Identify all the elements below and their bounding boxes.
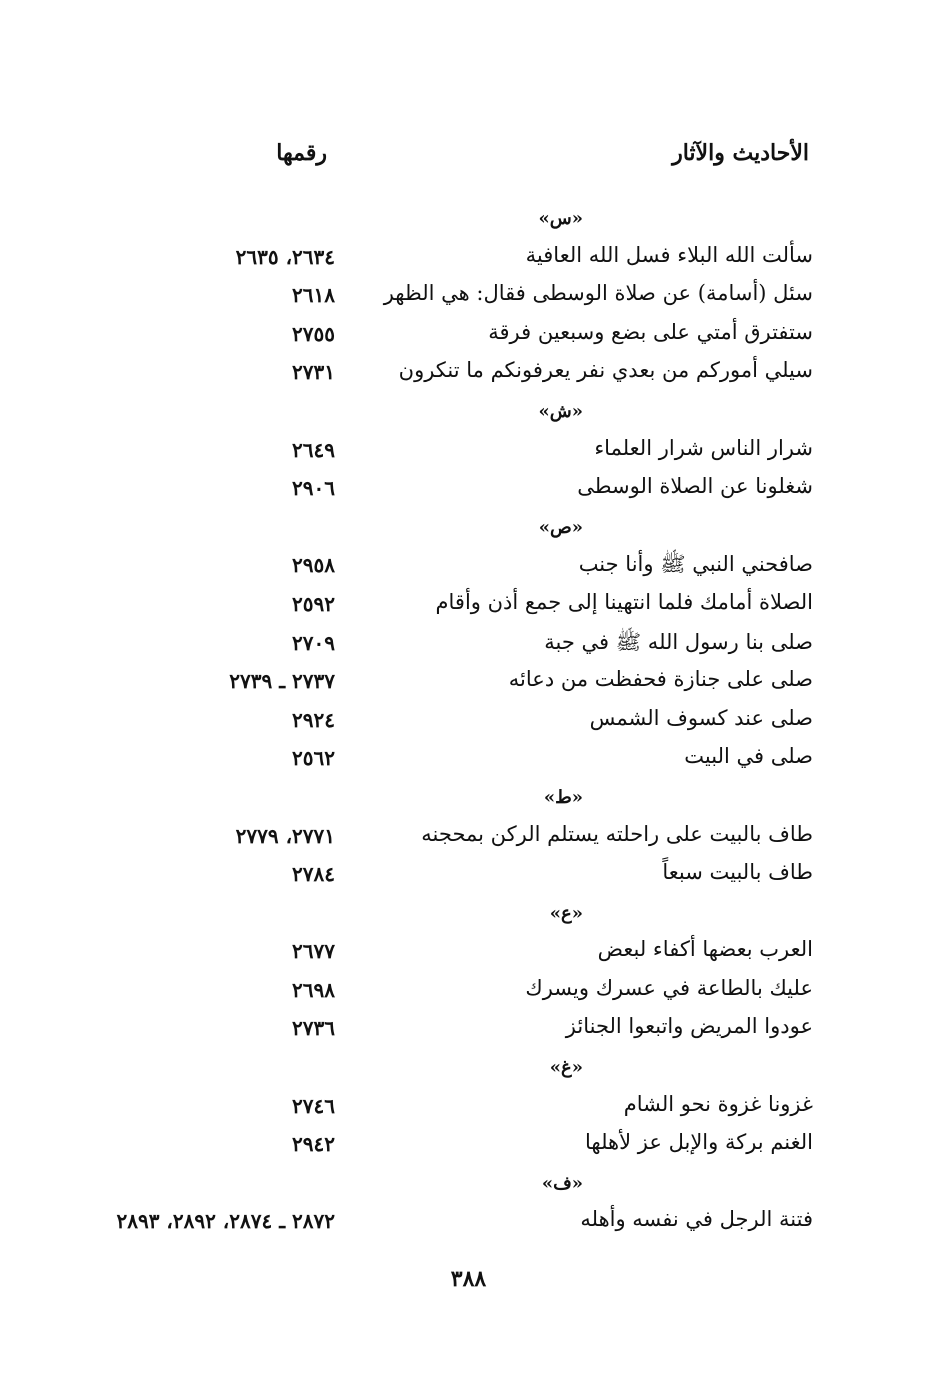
index-entry xyxy=(0,702,937,741)
letter-section-heading xyxy=(0,1165,937,1204)
number-column-heading: رقمها xyxy=(276,140,327,166)
entry-number: ٢٧٣١ xyxy=(292,360,335,385)
index-entry xyxy=(0,972,937,1011)
index-entry xyxy=(0,277,937,316)
page-number: ٣٨٨ xyxy=(450,1266,487,1292)
entry-text: الغنم بركة والإبل عز لأهلها xyxy=(585,1130,813,1155)
entry-text: سألت الله البلاء فسل الله العافية xyxy=(525,242,813,267)
index-entry xyxy=(0,354,937,393)
entry-text: عودوا المريض واتبعوا الجنائز xyxy=(565,1014,813,1039)
entry-text: طاف بالبيت على راحلته يستلم الركن بمحجنه xyxy=(421,821,813,846)
index-entry xyxy=(0,586,937,625)
section-letter: «ع» xyxy=(549,902,583,924)
entry-text: صلى على جنازة فحفظت من دعائه xyxy=(508,667,813,692)
section-letter: «غ» xyxy=(549,1057,583,1079)
entry-number: ٢٧٠٩ xyxy=(292,630,335,655)
entry-number: ٢٧٥٥ xyxy=(292,321,335,346)
index-entry xyxy=(0,316,937,355)
index-entry xyxy=(0,1010,937,1049)
entry-number: ٢٦٩٨ xyxy=(292,977,335,1002)
entry-text: صلى عند كسوف الشمس xyxy=(589,705,813,730)
index-entry xyxy=(0,818,937,857)
index-entry xyxy=(0,1126,937,1165)
entry-number: ٢٩٤٢ xyxy=(292,1132,335,1157)
entry-number: ٢٧٧١، ٢٧٧٩ xyxy=(235,823,335,848)
entry-text: صلى في البيت xyxy=(684,744,813,769)
table-header xyxy=(0,140,937,180)
entry-text: فتنة الرجل في نفسه وأهله xyxy=(580,1207,813,1232)
entry-number: ٢٥٦٢ xyxy=(292,746,335,771)
index-entry xyxy=(0,740,937,779)
entry-text: غزونا غزوة نحو الشام xyxy=(623,1091,813,1116)
letter-section-heading xyxy=(0,895,937,934)
entry-text: الصلاة أمامك فلما انتهينا إلى جمع أذن وأقام xyxy=(435,589,813,614)
entry-number: ٢٦٣٤، ٢٦٣٥ xyxy=(235,244,335,269)
letter-section-heading xyxy=(0,1049,937,1088)
entry-text: سئل (أسامة) عن صلاة الوسطى فقال: هي الظهر xyxy=(383,281,813,306)
index-entry xyxy=(0,432,937,471)
index-entry xyxy=(0,547,937,586)
entry-text: شرار الناس شرار العلماء xyxy=(594,435,813,460)
letter-section-heading xyxy=(0,779,937,818)
entry-text: عليك بالطاعة في عسرك ويسرك xyxy=(525,975,813,1000)
index-entry xyxy=(0,239,937,278)
letter-section-heading xyxy=(0,200,937,239)
section-letter: «ش» xyxy=(538,400,583,422)
section-letter: «س» xyxy=(538,208,583,229)
letter-section-heading xyxy=(0,509,937,548)
hadith-column-heading: الأحاديث والآثار xyxy=(672,140,809,166)
section-letter: «ص» xyxy=(538,516,583,538)
entry-number: ٢٧٣٦ xyxy=(292,1016,335,1041)
entry-text: طاف بالبيت سبعاً xyxy=(662,860,813,885)
entry-number: ٢٩٢٤ xyxy=(292,707,335,732)
index-entry xyxy=(0,1203,937,1242)
letter-section-heading xyxy=(0,393,937,432)
index-entry xyxy=(0,1088,937,1127)
index-entry xyxy=(0,663,937,702)
entry-number: ٢٧٣٧ ـ ٢٧٣٩ xyxy=(229,669,335,694)
section-letter: «ف» xyxy=(541,1172,583,1194)
entry-text: صلى بنا رسول الله ﷺ في جبة xyxy=(544,629,813,654)
section-letter: «ط» xyxy=(543,786,583,808)
entry-number: ٢٩٥٨ xyxy=(292,553,335,578)
index-entry xyxy=(0,856,937,895)
entry-text: شغلونا عن الصلاة الوسطى xyxy=(577,474,813,499)
entry-text: سيلي أموركم من بعدي نفر يعرفونكم ما تنكرون xyxy=(398,358,813,383)
entry-text: العرب بعضها أكفاء لبعض xyxy=(597,937,813,962)
index-entry xyxy=(0,625,937,664)
index-entry xyxy=(0,470,937,509)
entry-number: ٢٥٩٢ xyxy=(292,591,335,616)
entry-text: ستفترق أمتي على بضع وسبعين فرقة xyxy=(488,319,813,344)
entry-number: ٢٦١٨ xyxy=(292,283,335,308)
entry-number: ٢٦٧٧ xyxy=(292,939,335,964)
entry-number: ٢٧٨٤ xyxy=(292,862,335,887)
entry-number: ٢٨٧٢ ـ ٢٨٧٤، ٢٨٩٢، ٢٨٩٣ xyxy=(116,1209,335,1234)
entry-number: ٢٦٤٩ xyxy=(292,437,335,462)
index-entry xyxy=(0,933,937,972)
entry-number: ٢٩٠٦ xyxy=(292,476,335,501)
entry-text: صافحني النبي ﷺ وأنا جنب xyxy=(578,552,813,577)
index-list xyxy=(0,200,937,1242)
entry-number: ٢٧٤٦ xyxy=(292,1093,335,1118)
